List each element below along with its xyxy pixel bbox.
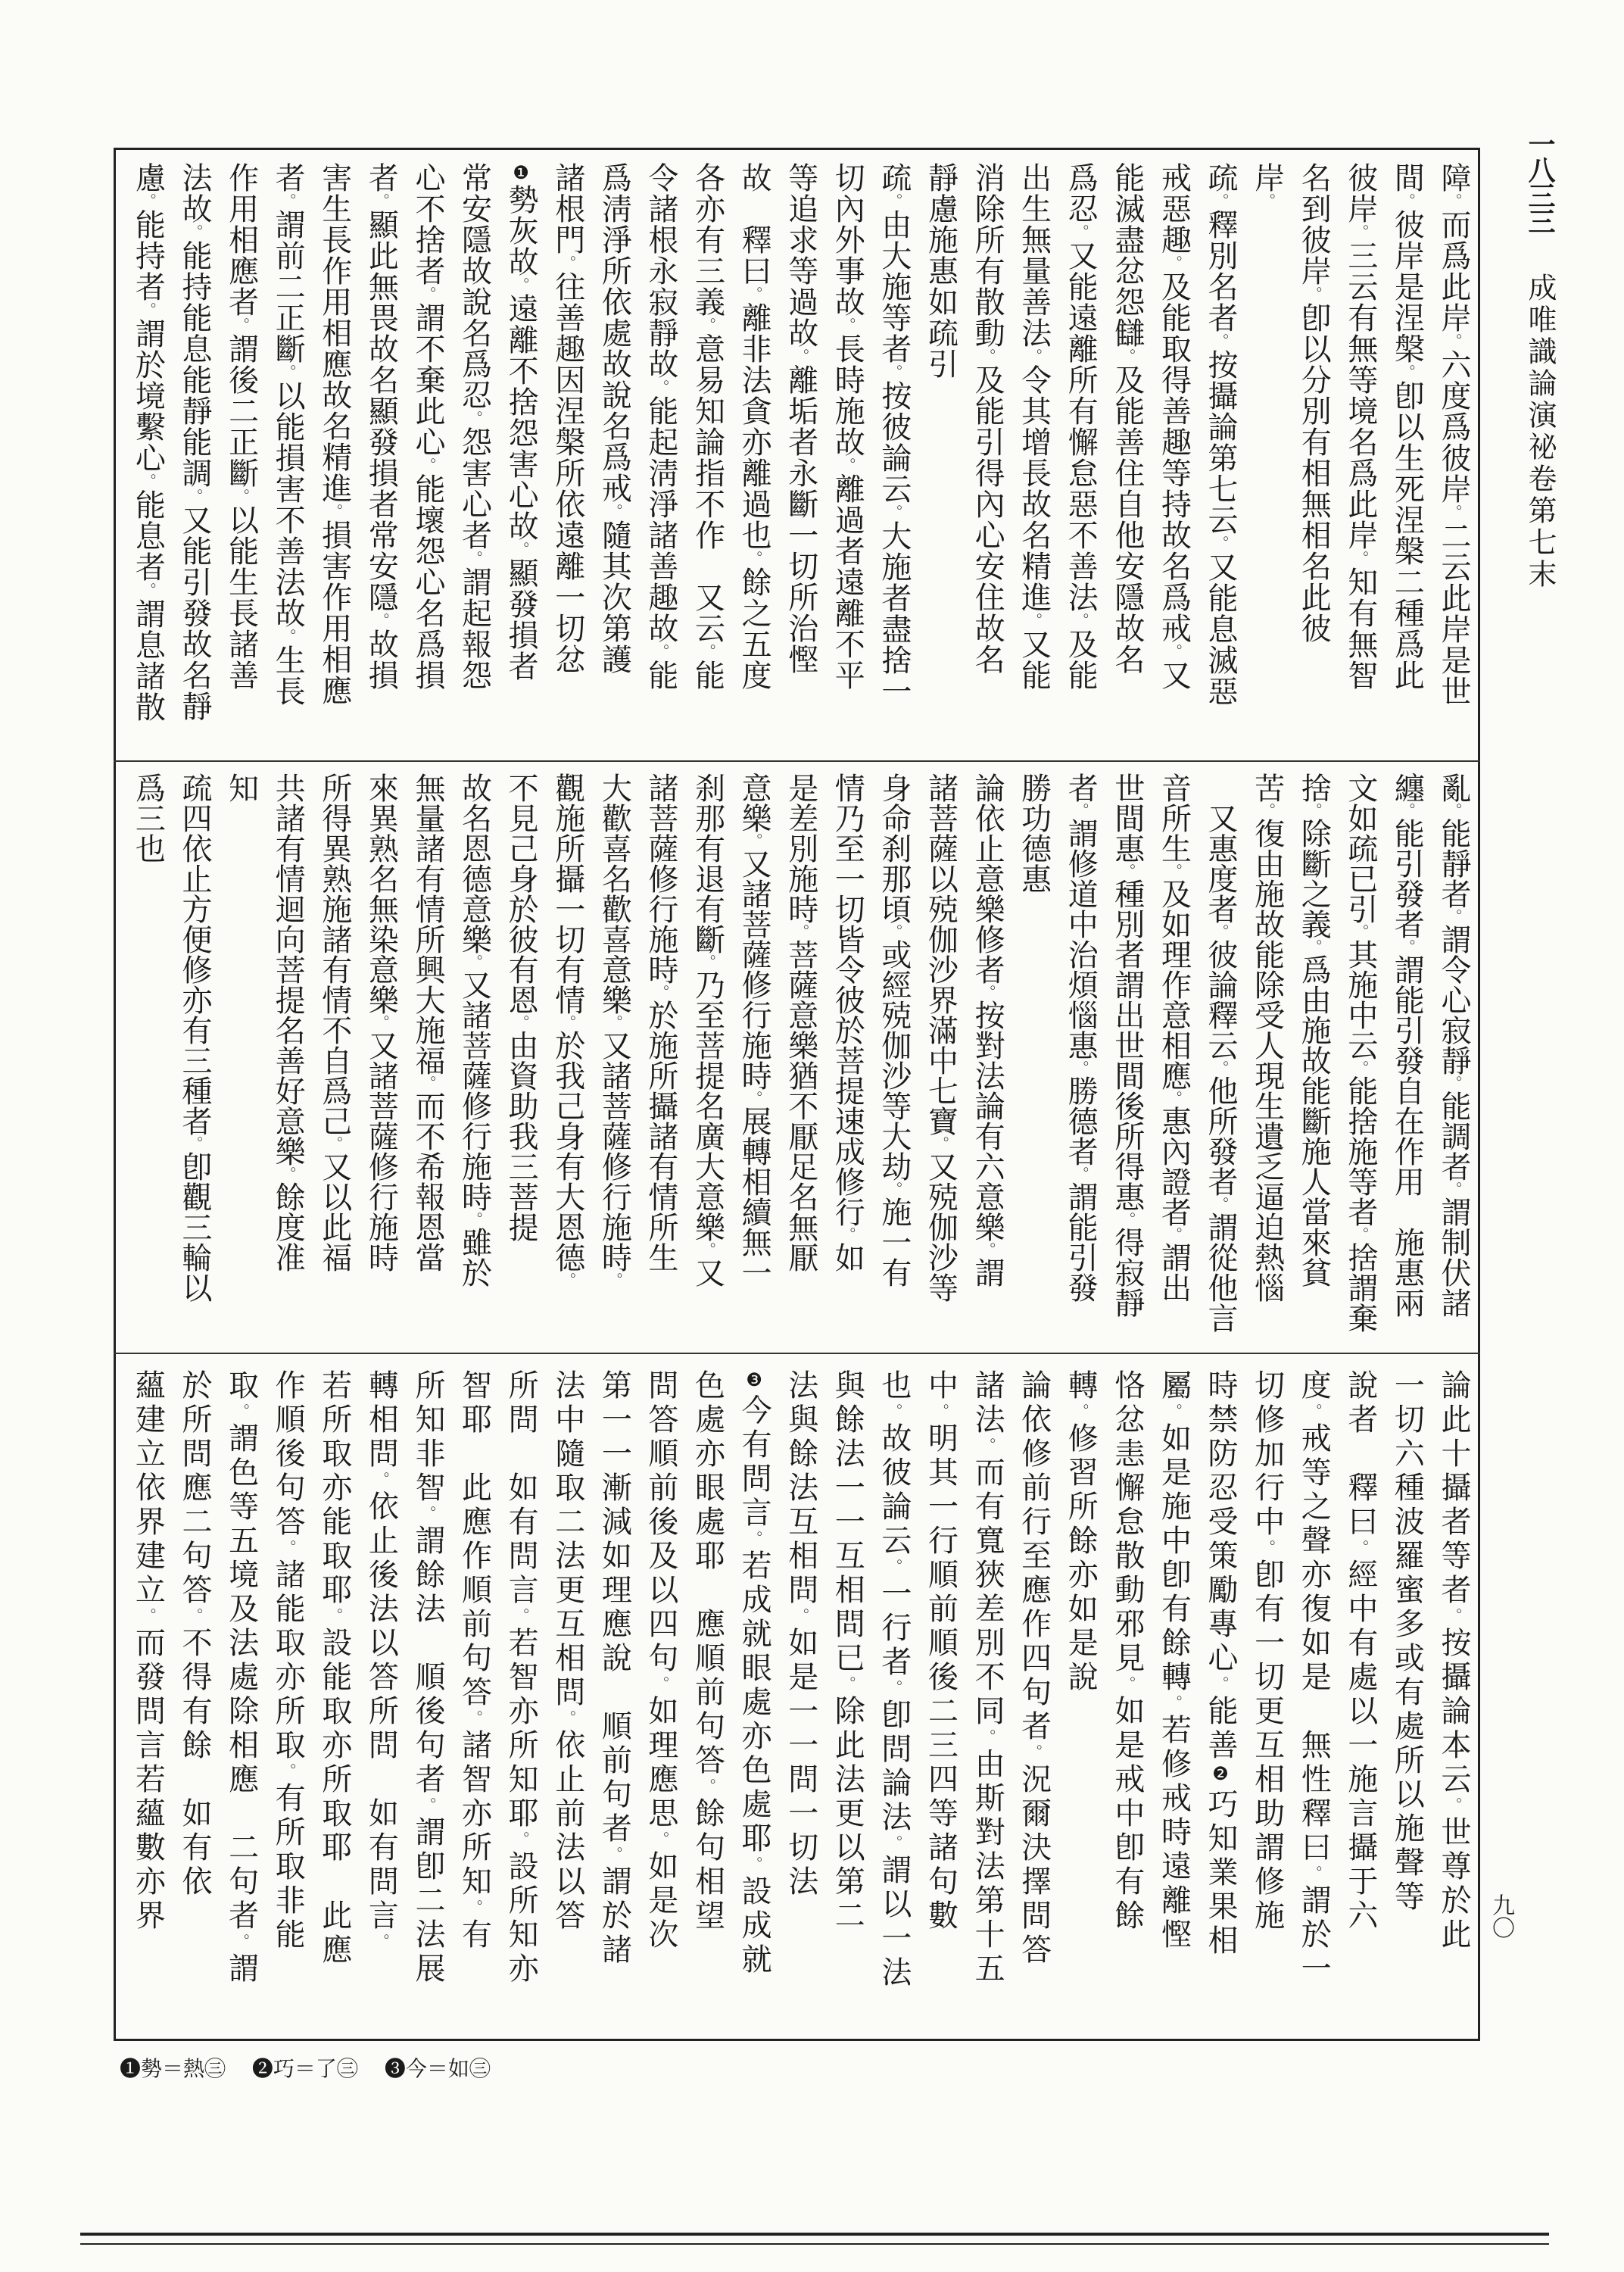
text-column: 法故。能持能息能靜能調。又能引發故名靜 — [176, 162, 212, 722]
text-column: 者。顯此無畏故名顯發損者常安隱。故損 — [363, 162, 399, 691]
text-column: 屬。如是施中卽有餘轉。若修戒時遠離慳 — [1156, 1369, 1192, 1952]
text-column: 諸法。而有寬狹差別不同。由斯對法第十五 — [970, 1369, 1005, 1986]
text-column: 法中隨取二法更互相問。依止前法以答 — [550, 1369, 585, 1933]
text-column: ❸今有問言。若成就眼處亦色處耶。設成就 — [737, 1369, 772, 1977]
text-column: 一切六種波羅蜜多或有處所以施聲等 — [1389, 1369, 1425, 1915]
text-column: 出生無量善法。令其增長故名精進。又能 — [1016, 162, 1052, 691]
text-column: 論此十攝者等者。按攝論本云。世尊於此 — [1436, 1369, 1471, 1952]
text-column: 故 釋曰。離非法貪亦離過也。餘之五度 — [737, 162, 772, 691]
text-column: 知 — [223, 772, 259, 803]
text-column: 刹那有退有斷。乃至菩提名廣大意樂。又 — [690, 772, 725, 1287]
bottom-rule — [80, 2243, 1549, 2245]
text-column: 中。明其一行順前順後二三四等諸句數 — [923, 1369, 959, 1933]
running-title: 成唯識論演祕卷第七末 — [1523, 273, 1557, 591]
text-column: 諸菩薩以殑伽沙界滿中七寶。又殑伽沙等 — [923, 772, 959, 1303]
margin-page-marker: 九〇 — [1488, 1893, 1514, 1939]
text-column: 切修加行中。卽有一切更互相助謂修施 — [1249, 1369, 1285, 1933]
register-divider — [114, 760, 1480, 762]
text-column: 岸。 — [1249, 162, 1285, 209]
text-column: 害生長作用相應故名精進。損害作用相應 — [316, 162, 352, 706]
text-column: 論依修前行至應作四句者。況爾決擇問答 — [1016, 1369, 1052, 1968]
text-column: 彼岸。三云有無等境名爲此岸。知有無智 — [1342, 162, 1378, 691]
page-number: 一八三三 — [1524, 130, 1556, 233]
text-column: 爲三也 — [130, 772, 166, 863]
text-column: 障。而爲此岸。六度爲彼岸。二云此岸是世 — [1436, 162, 1471, 707]
text-column: 所知非智。謂餘法 順後句者。謂卽二法展 — [410, 1369, 445, 1986]
text-column: 智耶 此應作順前句答。諸智亦所知。有 — [457, 1369, 492, 1952]
text-column: 捨。除斷之義。爲由施故能斷施人當來貧 — [1296, 772, 1332, 1287]
text-column: 觀施所攝一切有情。於我己身有大恩德。 — [550, 772, 585, 1287]
text-column: 音所生。及如理作意相應。惠內證者。謂出 — [1156, 772, 1192, 1303]
text-column: 消除所有散動。及能引得內心安住故名 — [970, 162, 1005, 675]
text-column: 各亦有三義。意易知論指不作 又云。能 — [690, 162, 725, 691]
text-column: 常安隱故說名爲忍。怨害心者。謂起報怨 — [457, 162, 492, 691]
text-column: 所問 如有問言。若智亦所知耶。設所知亦 — [503, 1369, 539, 1986]
footnote: ❷巧＝了㊂ — [251, 2056, 358, 2081]
text-column: 度。戒等之聲亦復如是 無性釋曰。謂於一 — [1296, 1369, 1332, 1986]
upper-register — [118, 162, 1476, 751]
text-column: 問答順前後及以四句。如理應思。如是次 — [643, 1369, 678, 1952]
text-column: 時禁防忍受策勵專心。能善❷巧知業果相 — [1203, 1369, 1239, 1958]
text-column: 恪忿恚懈怠散動邪見。如是戒中卽有餘 — [1109, 1369, 1145, 1933]
text-column: 者。謂前二正斷。以能損害不善法故。生長 — [270, 162, 306, 707]
middle-register — [118, 772, 1476, 1345]
text-column: 色處亦眼處耶 應順前句答。餘句相望 — [690, 1369, 725, 1933]
footnote: ❸今＝如㊂ — [384, 2056, 491, 2081]
text-column: 作順後句答。諸能取亦所取。有所取非能 — [270, 1369, 306, 1952]
text-column: 又惠度者。彼論釋云。他所發者。謂從他言 — [1203, 772, 1239, 1333]
bottom-rule — [80, 2233, 1549, 2236]
text-column: 大歡喜名歡喜意樂。又諸菩薩修行施時。 — [597, 772, 632, 1287]
footnote: ❶勢＝熱㊂ — [120, 2056, 226, 2081]
text-column: 轉相問。依止後法以答所問 如有問言。 — [363, 1369, 399, 1952]
text-column: 取。謂色等五境及法處除相應 二句者。謂 — [223, 1369, 259, 1986]
text-column: 文如疏已引。其施中云。能捨施等者。捨謂棄 — [1342, 772, 1378, 1333]
text-column: 疏。釋別名者。按攝論第七云。又能息滅惡 — [1203, 162, 1239, 707]
text-column: 轉。修習所餘亦如是說 — [1063, 1369, 1099, 1695]
text-column: 也。故彼論云。一行者。卽問論法。謂以一法 — [876, 1369, 912, 1990]
text-column: 不見己身於彼有恩。由資助我三菩提 — [503, 772, 539, 1242]
text-column: 意樂。又諸菩薩修行施時。展轉相續無一 — [737, 772, 772, 1287]
text-column: 靜慮施惠如疏引 — [923, 162, 959, 379]
text-column: 勝功德惠 — [1016, 772, 1052, 894]
text-column: ❶勢灰故。遠離不捨怨害心故。顯發損者 — [503, 162, 539, 682]
text-column: 纏。能引發者。謂能引發自在作用 施惠兩 — [1389, 772, 1425, 1318]
text-column: 身命刹那頃。或經殑伽沙等大劫。施一有 — [876, 772, 912, 1287]
text-column: 若所取亦能取耶。設能取亦所取耶 此應 — [316, 1369, 352, 1968]
text-column: 疏四依止方便修亦有三種者。卽觀三輪以 — [176, 772, 212, 1303]
text-column: 論依止意樂修者。按對法論有六意樂。謂 — [970, 772, 1005, 1287]
lower-register — [118, 1369, 1476, 2028]
text-column: 作用相應者。謂後二正斷。以能生長諸善 — [223, 162, 259, 691]
text-column: 諸菩薩修行施時。於施所攝諸有情所生 — [643, 772, 678, 1272]
text-column: 蘊建立依界建立。而發問言若蘊數亦界 — [130, 1369, 166, 1933]
text-column: 故名恩德意樂。又諸菩薩修行施時。雖於 — [457, 772, 492, 1287]
text-column: 於所問應二句答。不得有餘 如有依 — [176, 1369, 212, 1899]
text-column: 戒惡趣。及能取得善趣等持故名爲戒。又 — [1156, 162, 1192, 691]
text-column: 共諸有情迴向菩提名善好意樂。餘度准 — [270, 772, 306, 1272]
text-column: 能滅盡忿怨讎。及能善住自他安隱故名 — [1109, 162, 1145, 675]
text-column: 疏。由大施等者。按彼論云。大施者盡捨一 — [876, 162, 912, 707]
text-column: 無量諸有情所興大施福。而不希報恩當 — [410, 772, 445, 1272]
text-column: 名到彼岸。卽以分別有相無相名此彼 — [1296, 162, 1332, 644]
text-column: 世間惠。種別者謂出世間後所得惠。得寂靜 — [1109, 772, 1145, 1318]
text-column: 與餘法一一互相問已。除此法更以第二 — [830, 1369, 865, 1933]
text-column: 爲忍。又能遠離所有懈怠惡不善法。及能 — [1063, 162, 1099, 691]
text-column: 等追求等過故。離垢者永斷一切所治慳 — [783, 162, 818, 675]
text-column: 所得異熟施諸有情不自爲己。又以此福 — [316, 772, 352, 1272]
text-column: 切內外事故。長時施故。離過者遠離不平 — [830, 162, 865, 691]
text-column: 來異熟名無染意樂。又諸菩薩修行施時 — [363, 772, 399, 1272]
text-column: 諸根門。往善趣因涅槃所依遠離一切忿 — [550, 162, 585, 675]
text-column: 法與餘法互相問。如是一一問一切法 — [783, 1369, 818, 1899]
text-column: 是差別施時。菩薩意樂猶不厭足名無厭 — [783, 772, 818, 1272]
text-column: 間。彼岸是涅槃。卽以生死涅槃二種爲此 — [1389, 162, 1425, 691]
text-column: 亂。能靜者。謂令心寂靜。能調者。謂制伏諸 — [1436, 772, 1471, 1318]
footnotes — [120, 2054, 510, 2084]
text-column: 說者 釋曰。經中有處以一施言攝于六 — [1342, 1369, 1378, 1933]
text-column: 第一一漸減如理應說 順前句者。謂於諸 — [597, 1369, 632, 1968]
text-column: 情乃至一切皆令彼於菩提速成修行。如 — [830, 772, 865, 1272]
text-column: 苦。復由施故能除受人現生遺乏逼迫熱惱 — [1249, 772, 1285, 1303]
text-column: 慮。能持者。謂於境繫心。能息者。謂息諸散 — [130, 162, 166, 722]
register-divider — [114, 1353, 1480, 1354]
text-column: 令諸根永寂靜故。能起淸淨諸善趣故。能 — [643, 162, 678, 691]
text-column: 爲淸淨所依處故說名爲戒。隨其次第護 — [597, 162, 632, 675]
text-column: 心不捨者。謂不棄此心。能壞怨心名爲損 — [410, 162, 445, 691]
text-column: 者。謂修道中治煩惱惠。勝德者。謂能引發 — [1063, 772, 1099, 1303]
